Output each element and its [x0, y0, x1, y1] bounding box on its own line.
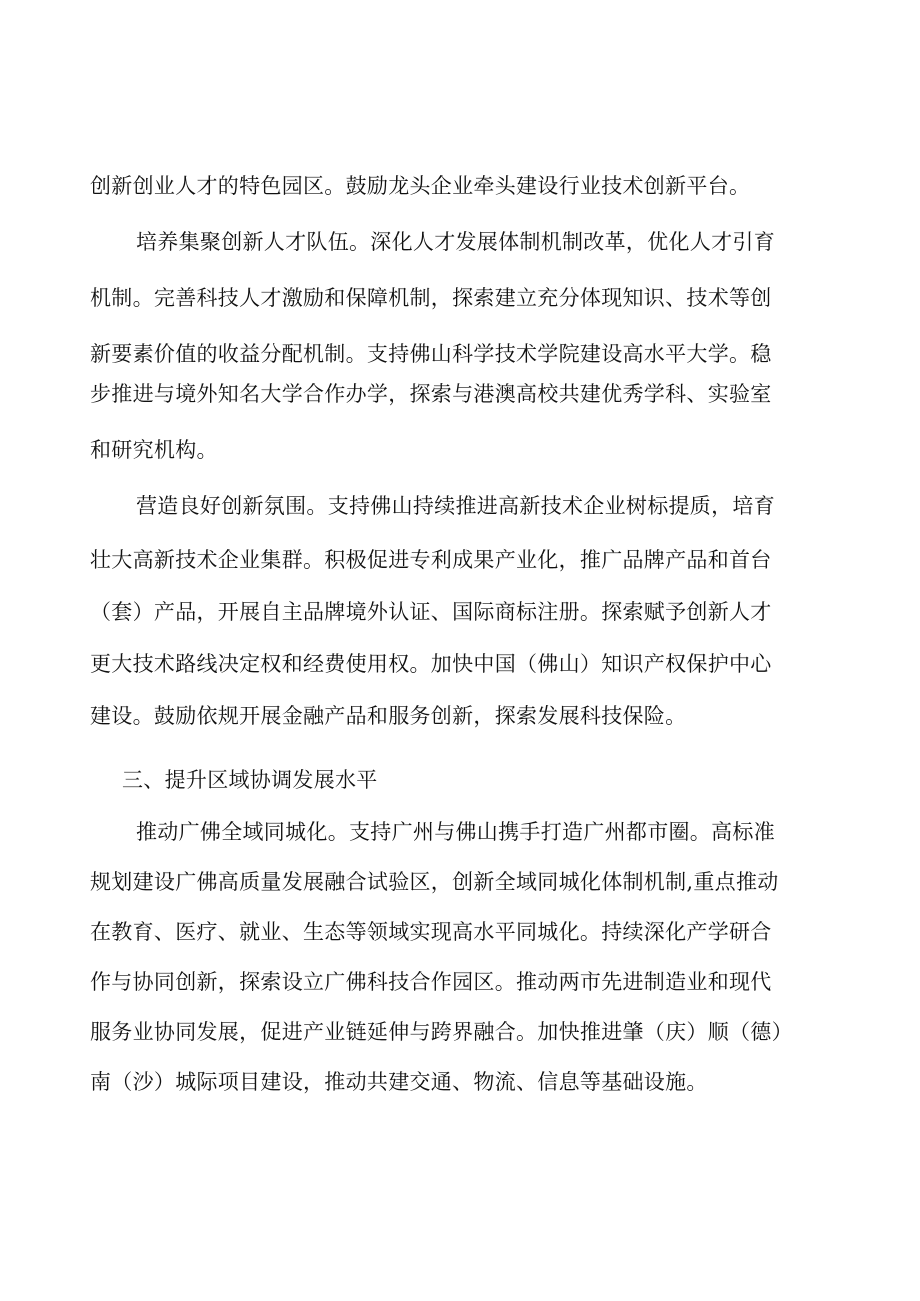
paragraph-line: 机制。完善科技人才激励和保障机制，探索建立充分体现知识、技术等创	[90, 286, 772, 310]
paragraph-line: 作与协同创新，探索设立广佛科技合作园区。推动两市先进制造业和现代	[90, 970, 772, 994]
paragraph-line: 新要素价值的收益分配机制。支持佛山科学技术学院建设高水平大学。稳	[90, 342, 772, 366]
paragraph-line: 和研究机构。	[90, 438, 218, 462]
section-heading: 三、提升区域协调发展水平	[122, 768, 378, 792]
paragraph-line: 更大技术路线决定权和经费使用权。加快中国（佛山）知识产权保护中心	[90, 652, 772, 676]
paragraph-line: 推动广佛全域同城化。支持广州与佛山携手打造广州都市圈。高标准	[136, 820, 775, 844]
paragraph-line: 服务业协同发展，促进产业链延伸与跨界融合。加快推进肇（庆）顺（德）	[90, 1020, 793, 1044]
paragraph-line: （套）产品，开展自主品牌境外认证、国际商标注册。探索赋予创新人才	[90, 600, 772, 624]
paragraph-line: 营造良好创新氛围。支持佛山持续推进高新技术企业树标提质，培育	[136, 494, 775, 518]
paragraph-line: 在教育、医疗、就业、生态等领域实现高水平同城化。持续深化产学研合	[90, 920, 772, 944]
paragraph-line: 规划建设广佛高质量发展融合试验区，创新全域同城化体制机制,重点推动	[90, 870, 779, 894]
paragraph-line: 培养集聚创新人才队伍。深化人才发展体制机制改革，优化人才引育	[136, 230, 775, 254]
paragraph-line: 建设。鼓励依规开展金融产品和服务创新，探索发展科技保险。	[90, 704, 687, 728]
paragraph-line: 壮大高新技术企业集群。积极促进专利成果产业化，推广品牌产品和首台	[90, 548, 772, 572]
paragraph-line: 步推进与境外知名大学合作办学，探索与港澳高校共建优秀学科、实验室	[90, 382, 772, 406]
paragraph-line: 南（沙）城际项目建设，推动共建交通、物流、信息等基础设施。	[90, 1070, 708, 1094]
paragraph-line: 创新创业人才的特色园区。鼓励龙头企业牵头建设行业技术创新平台。	[90, 174, 751, 198]
